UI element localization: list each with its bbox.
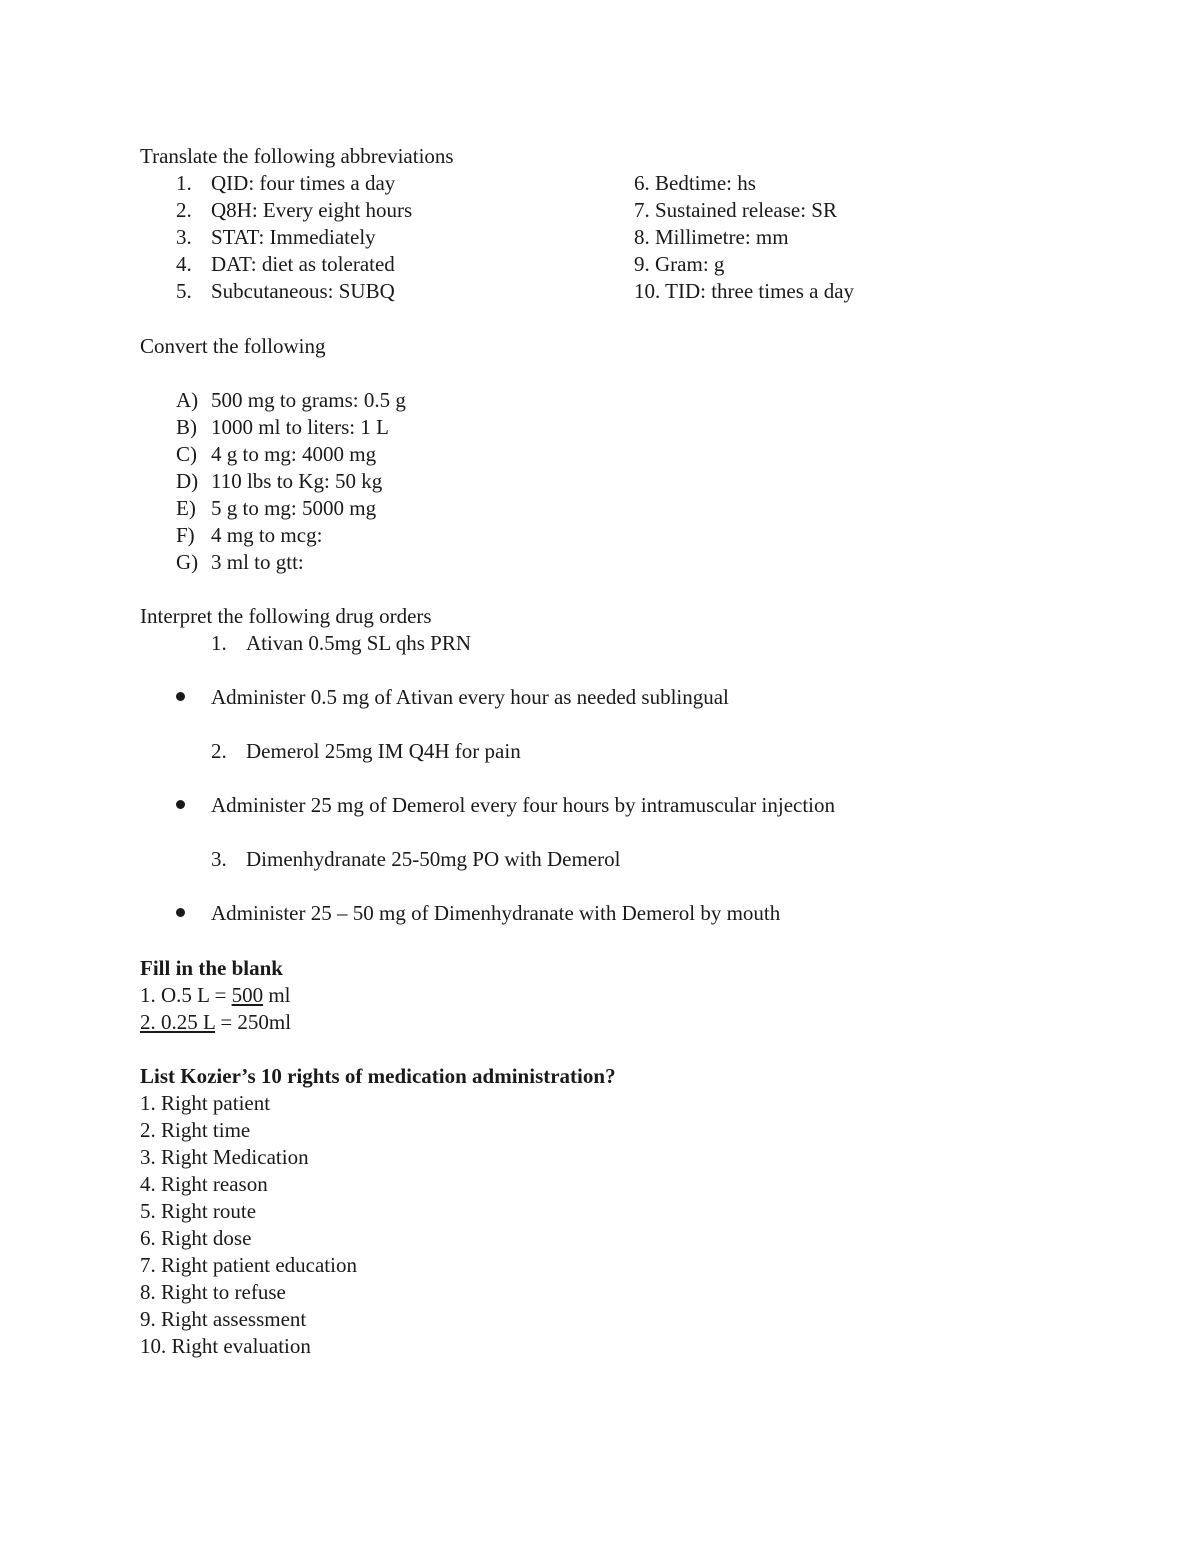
bullet-icon: [176, 800, 185, 809]
convert-item-label: D): [176, 469, 199, 493]
rights-item: 8. Right to refuse: [140, 1280, 286, 1304]
translate-item: DAT: diet as tolerated: [211, 252, 395, 276]
rights-item: 1. Right patient: [140, 1091, 271, 1115]
convert-item-label: F): [176, 523, 195, 547]
translate-item-number: 2.: [176, 198, 192, 222]
order-interpretation: Administer 25 mg of Demerol every four hours by intramuscular injection: [211, 793, 836, 817]
convert-item-label: E): [176, 496, 196, 520]
fill-line-1-suffix: ml: [263, 983, 291, 1007]
fill-line-2-underlined: 2. 0.25 L: [140, 1010, 216, 1034]
order-number: 2.: [211, 739, 227, 763]
translate-item-right: 6. Bedtime: hs: [634, 171, 756, 195]
translate-item-right: 8. Millimetre: mm: [634, 225, 789, 249]
translate-item-right: 9. Gram: g: [634, 252, 725, 276]
convert-item: 500 mg to grams: 0.5 g: [211, 388, 406, 412]
rights-item: 10. Right evaluation: [140, 1334, 311, 1358]
fill-heading: Fill in the blank: [140, 956, 283, 980]
order-interpretation: Administer 25 – 50 mg of Dimenhydranate with Demerol by mouth: [211, 901, 781, 925]
translate-item-number: 5.: [176, 279, 192, 303]
fill-line-2: [140, 1009, 291, 1036]
bullet-icon: [176, 908, 185, 917]
rights-heading: List Kozier’s 10 rights of medication administration?: [140, 1064, 616, 1088]
translate-item-number: 1.: [176, 171, 192, 195]
convert-item-label: A): [176, 388, 199, 412]
convert-item-label: G): [176, 550, 199, 574]
translate-item: QID: four times a day: [211, 171, 396, 195]
convert-item-label: B): [176, 415, 197, 439]
interpret-heading: Interpret the following drug orders: [140, 604, 432, 628]
translate-item-number: 4.: [176, 252, 192, 276]
convert-item-label: C): [176, 442, 197, 466]
convert-item: 4 g to mg: 4000 mg: [211, 442, 377, 466]
order-number: 3.: [211, 847, 227, 871]
fill-line-1-prefix: 1. O.5 L =: [140, 983, 232, 1007]
drug-order: Dimenhydranate 25-50mg PO with Demerol: [246, 847, 621, 871]
convert-item: 1000 ml to liters: 1 L: [211, 415, 389, 439]
rights-item: 4. Right reason: [140, 1172, 268, 1196]
fill-line-1-answer: 500: [231, 983, 264, 1007]
translate-item: Subcutaneous: SUBQ: [211, 279, 395, 303]
translate-heading: Translate the following abbreviations: [140, 144, 454, 168]
translate-item-right: 7. Sustained release: SR: [634, 198, 837, 222]
translate-item-right: 10. TID: three times a day: [634, 279, 855, 303]
rights-item: 6. Right dose: [140, 1226, 252, 1250]
convert-item: 4 mg to mcg:: [211, 523, 323, 547]
translate-item-number: 3.: [176, 225, 192, 249]
fill-line-2-suffix: = 250ml: [215, 1010, 292, 1034]
rights-item: 7. Right patient education: [140, 1253, 357, 1277]
rights-item: 2. Right time: [140, 1118, 251, 1142]
rights-item: 9. Right assessment: [140, 1307, 307, 1331]
drug-order: Ativan 0.5mg SL qhs PRN: [246, 631, 471, 655]
convert-item: 3 ml to gtt:: [211, 550, 304, 574]
rights-item: 3. Right Medication: [140, 1145, 309, 1169]
bullet-icon: [176, 692, 185, 701]
fill-line-1: [140, 982, 290, 1009]
order-number: 1.: [211, 631, 227, 655]
convert-item: 110 lbs to Kg: 50 kg: [211, 469, 383, 493]
translate-item: STAT: Immediately: [211, 225, 376, 249]
rights-item: 5. Right route: [140, 1199, 257, 1223]
drug-order: Demerol 25mg IM Q4H for pain: [246, 739, 521, 763]
convert-heading: Convert the following: [140, 334, 326, 358]
translate-item: Q8H: Every eight hours: [211, 198, 413, 222]
convert-item: 5 g to mg: 5000 mg: [211, 496, 377, 520]
order-interpretation: Administer 0.5 mg of Ativan every hour as needed sublingual: [211, 685, 729, 709]
